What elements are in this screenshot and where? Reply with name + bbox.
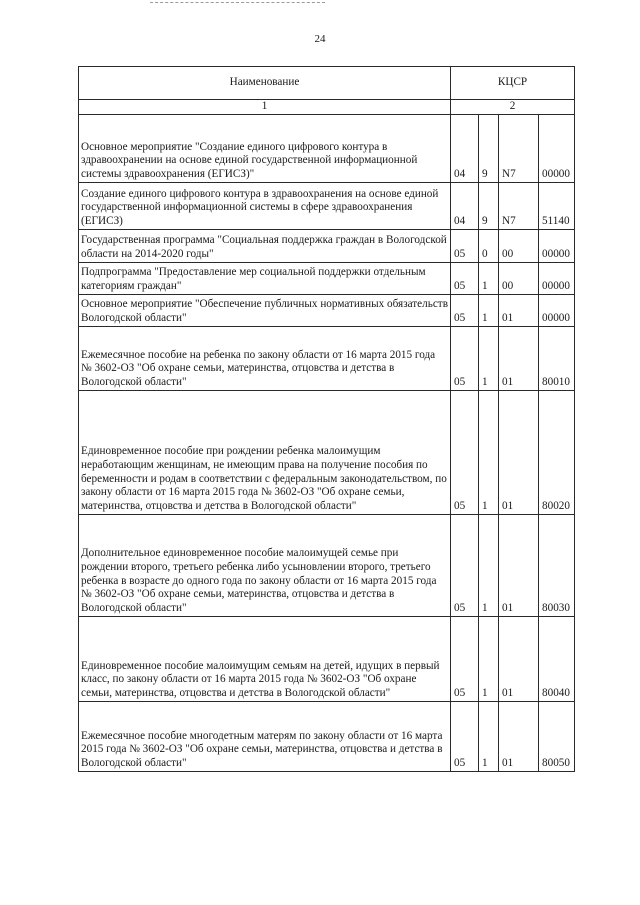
- code-subprogram: 1: [479, 515, 499, 617]
- code-program: 04: [451, 115, 479, 183]
- code-subprogram: 1: [479, 327, 499, 391]
- code-direction: 80010: [539, 327, 575, 391]
- row-name: Единовременное пособие при рождении ребенка малоимущим неработающим женщинам, не имеющим права на получение пособия по беременности и родам в соответствии с федеральным законодательством, по закону области от 16 марта 2015 года № 3602-ОЗ "Об охране семьи, материнства, отцовства и детства в Вологодской области": [79, 391, 451, 515]
- page-number: 24: [314, 33, 326, 45]
- code-program: 05: [451, 391, 479, 515]
- code-direction: 80040: [539, 617, 575, 702]
- code-program: 05: [451, 327, 479, 391]
- code-measure: N7: [499, 183, 539, 230]
- code-measure: 00: [499, 263, 539, 295]
- code-program: 05: [451, 263, 479, 295]
- table-row: [79, 617, 575, 702]
- code-subprogram: 0: [479, 230, 499, 263]
- code-program: 05: [451, 230, 479, 263]
- table-row: [79, 263, 575, 295]
- header-kcsr: КЦСР: [451, 67, 575, 100]
- code-measure: 01: [499, 295, 539, 327]
- code-measure: 01: [499, 391, 539, 515]
- code-direction: 51140: [539, 183, 575, 230]
- row-name: Создание единого цифрового контура в здравоохранения на основе единой государственной информационной системы в сфере здравоохранения (ЕГИСЗ): [79, 183, 451, 230]
- code-measure: 01: [499, 515, 539, 617]
- table-row: [79, 391, 575, 515]
- table-row: [79, 327, 575, 391]
- table-row: [79, 515, 575, 617]
- scan-mark-line: [150, 2, 325, 3]
- code-subprogram: 9: [479, 183, 499, 230]
- table-row: [79, 115, 575, 183]
- code-program: 05: [451, 515, 479, 617]
- budget-classification-table: [78, 66, 575, 772]
- column-number-1: 1: [79, 100, 451, 115]
- table-row: [79, 702, 575, 772]
- code-subprogram: 1: [479, 391, 499, 515]
- code-subprogram: 1: [479, 702, 499, 772]
- code-subprogram: 9: [479, 115, 499, 183]
- code-program: 05: [451, 295, 479, 327]
- code-program: 05: [451, 617, 479, 702]
- row-name: Основное мероприятие "Обеспечение публичных нормативных обязательств Вологодской области": [79, 295, 451, 327]
- column-number-row: [79, 100, 575, 115]
- code-subprogram: 1: [479, 295, 499, 327]
- code-program: 04: [451, 183, 479, 230]
- table-row: [79, 183, 575, 230]
- row-name: Дополнительное единовременное пособие малоимущей семье при рождении второго, третьего ребенка либо усыновлении второго, третьего ребенка в возрасте до одного года по закону области от 16 марта 2015 года № 3602-ОЗ "Об охране семьи, материнства, отцовства и детства в Вологодской области": [79, 515, 451, 617]
- row-name: Подпрограмма "Предоставление мер социальной поддержки отдельным категориям граждан": [79, 263, 451, 295]
- table-header-row: [79, 67, 575, 100]
- code-direction: 80050: [539, 702, 575, 772]
- code-direction: 80030: [539, 515, 575, 617]
- code-subprogram: 1: [479, 263, 499, 295]
- code-measure: 01: [499, 702, 539, 772]
- row-name: Ежемесячное пособие на ребенка по закону области от 16 марта 2015 года № 3602-ОЗ "Об охране семьи, материнства, отцовства и детства в Вологодской области": [79, 327, 451, 391]
- code-program: 05: [451, 702, 479, 772]
- code-direction: 80020: [539, 391, 575, 515]
- code-measure: 00: [499, 230, 539, 263]
- code-direction: 00000: [539, 263, 575, 295]
- code-subprogram: 1: [479, 617, 499, 702]
- header-name: Наименование: [79, 67, 451, 100]
- code-measure: 01: [499, 327, 539, 391]
- code-measure: N7: [499, 115, 539, 183]
- code-direction: 00000: [539, 115, 575, 183]
- row-name: Основное мероприятие "Создание единого цифрового контура в здравоохранении на основе единой государственной информационной системы здравоохранения (ЕГИСЗ)": [79, 115, 451, 183]
- code-direction: 00000: [539, 295, 575, 327]
- code-measure: 01: [499, 617, 539, 702]
- table-row: [79, 230, 575, 263]
- row-name: Ежемесячное пособие многодетным матерям по закону области от 16 марта 2015 года № 3602-ОЗ "Об охране семьи, материнства, отцовства и детства в Вологодской области": [79, 702, 451, 772]
- table-row: [79, 295, 575, 327]
- row-name: Государственная программа "Социальная поддержка граждан в Вологодской области на 2014-2020 годы": [79, 230, 451, 263]
- code-direction: 00000: [539, 230, 575, 263]
- row-name: Единовременное пособие малоимущим семьям на детей, идущих в первый класс, по закону области от 16 марта 2015 года № 3602-ОЗ "Об охране семьи, материнства, отцовства и детства в Вологодской области": [79, 617, 451, 702]
- column-number-2: 2: [451, 100, 575, 115]
